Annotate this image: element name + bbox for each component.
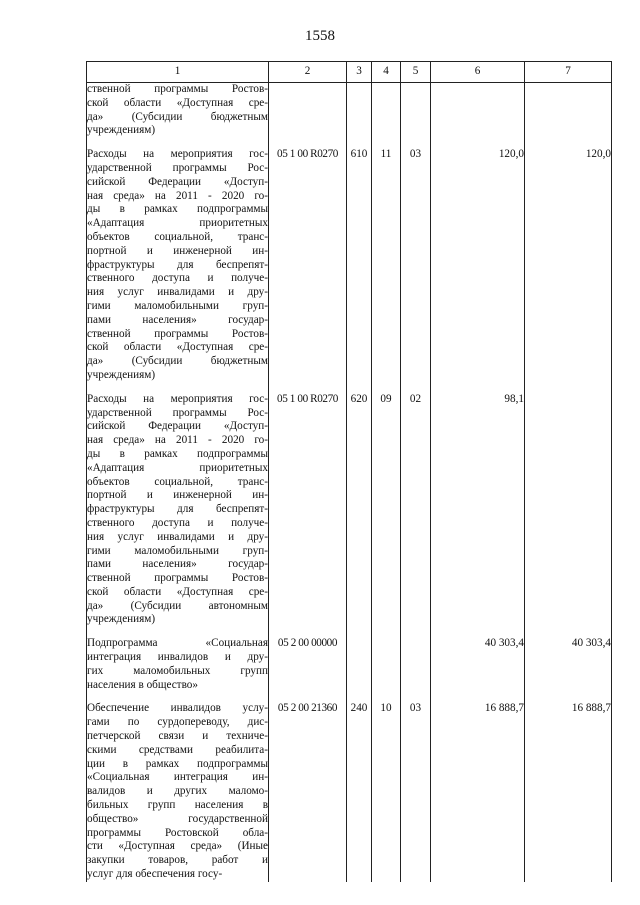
spacer-cell	[269, 692, 347, 702]
description-line: гами по сурдопереводу, дис-	[87, 716, 268, 729]
description-cell	[87, 637, 269, 692]
description-line: «Адаптация приоритетных	[87, 461, 268, 474]
section-cell	[372, 637, 401, 692]
description-cell	[87, 83, 269, 139]
description-cell	[87, 702, 269, 881]
table-row	[87, 393, 612, 628]
spacer-cell	[431, 692, 525, 702]
subsection-cell: 03	[401, 702, 431, 881]
description-line: ния услуг инвалидами и дру-	[87, 286, 268, 299]
col-header-6: 6	[431, 62, 525, 83]
target-code-cell: 05 2 00 21360	[269, 702, 347, 881]
description-line: портной и инженерной ин-	[87, 489, 268, 502]
description-line: «Адаптация приоритетных	[87, 217, 268, 230]
table-body	[87, 83, 612, 882]
spacer-cell	[347, 692, 372, 702]
spacer-cell	[431, 138, 525, 148]
description-line: гими маломобильными груп-	[87, 544, 268, 557]
description-line: учреждениям)	[87, 368, 156, 381]
amount-col7-cell	[525, 393, 612, 628]
spacer-cell	[87, 692, 269, 702]
description-line: общество» государственной	[87, 812, 268, 825]
description-line: учреждениям)	[87, 124, 156, 137]
col-header-2: 2	[269, 62, 347, 83]
spacer-cell	[87, 627, 269, 637]
spacer-cell	[401, 627, 431, 637]
amount-col6-cell: 40 303,4	[431, 637, 525, 692]
spacer-cell	[87, 138, 269, 148]
description-line: интеграция инвалидов и дру-	[87, 651, 268, 664]
spacer-cell	[525, 692, 612, 702]
spacer-cell	[431, 383, 525, 393]
amount-col6-cell: 16 888,7	[431, 702, 525, 881]
spacer-cell	[372, 692, 401, 702]
description-line: валидов и других маломо-	[87, 785, 268, 798]
table-row	[87, 702, 612, 881]
description-line: ды в рамках подпрограммы	[87, 447, 268, 460]
description-line: ственной программы Ростов-	[87, 572, 268, 585]
spacer-cell	[269, 138, 347, 148]
expense-type-cell	[347, 83, 372, 139]
row-spacer	[87, 692, 612, 702]
description-line: гих маломобильных групп	[87, 664, 268, 677]
amount-col7-cell: 16 888,7	[525, 702, 612, 881]
amount-col7-cell: 120,0	[525, 148, 612, 383]
target-code-cell: 05 1 00 R0270	[269, 148, 347, 383]
spacer-cell	[347, 383, 372, 393]
description-line: ная среда» на 2011 - 2020 го-	[87, 189, 268, 202]
description-line: объектов социальной, транс-	[87, 475, 268, 488]
subsection-cell: 02	[401, 393, 431, 628]
description-line: скими средствами реабилита-	[87, 743, 268, 756]
description-line: ударственной программы Рос-	[87, 161, 268, 174]
spacer-cell	[269, 627, 347, 637]
description-cell	[87, 148, 269, 383]
description-line: бильных групп населения в	[87, 799, 268, 812]
description-line: ственной программы Ростов-	[87, 327, 268, 340]
subsection-cell	[401, 637, 431, 692]
description-line: фраструктуры для беспрепят-	[87, 503, 268, 516]
description-line: «Социальная интеграция ин-	[87, 771, 268, 784]
description-line: ударственной программы Рос-	[87, 406, 268, 419]
row-spacer	[87, 383, 612, 393]
expense-type-cell: 610	[347, 148, 372, 383]
expense-type-cell	[347, 637, 372, 692]
description-line: услуг для обеспечения госу-	[87, 868, 223, 881]
section-cell: 10	[372, 702, 401, 881]
col-header-7: 7	[525, 62, 612, 83]
spacer-cell	[401, 692, 431, 702]
description-line: фраструктуры для беспрепят-	[87, 258, 268, 271]
description-line: да» (Субсидии бюджетным	[87, 110, 268, 123]
spacer-cell	[431, 627, 525, 637]
spacer-cell	[525, 383, 612, 393]
amount-col7-cell: 40 303,4	[525, 637, 612, 692]
budget-table	[86, 61, 612, 882]
expense-type-cell: 240	[347, 702, 372, 881]
target-code-cell: 05 1 00 R0270	[269, 393, 347, 628]
header-row	[87, 62, 612, 83]
description-line: да» (Субсидии автономным	[87, 599, 268, 612]
description-line: ния услуг инвалидами и дру-	[87, 530, 268, 543]
amount-col6-cell: 98,1	[431, 393, 525, 628]
col-header-3: 3	[347, 62, 372, 83]
col-header-5: 5	[401, 62, 431, 83]
description-line: ная среда» на 2011 - 2020 го-	[87, 434, 268, 447]
amount-col6-cell: 120,0	[431, 148, 525, 383]
description-line: ской области «Доступная сре-	[87, 96, 268, 109]
description-line: Расходы на мероприятия гос-	[87, 148, 268, 161]
description-line: сийской Федерации «Доступ-	[87, 420, 268, 433]
spacer-cell	[372, 383, 401, 393]
description-line: Обеспечение инвалидов услу-	[87, 702, 268, 715]
description-line: пами населения» государ-	[87, 558, 268, 571]
spacer-cell	[347, 138, 372, 148]
description-line: сийской Федерации «Доступ-	[87, 175, 268, 188]
row-spacer	[87, 627, 612, 637]
description-line: ды в рамках подпрограммы	[87, 203, 268, 216]
description-line: ской области «Доступная сре-	[87, 341, 268, 354]
description-line: ции в рамках подпрограммы	[87, 757, 268, 770]
table-row	[87, 83, 612, 139]
table-row	[87, 637, 612, 692]
description-line: портной и инженерной ин-	[87, 244, 268, 257]
description-cell	[87, 393, 269, 628]
col-header-1: 1	[87, 62, 269, 83]
spacer-cell	[269, 383, 347, 393]
spacer-cell	[525, 138, 612, 148]
description-line: гими маломобильными груп-	[87, 299, 268, 312]
section-cell: 09	[372, 393, 401, 628]
description-line: программы Ростовской обла-	[87, 826, 268, 839]
amount-col7-cell	[525, 83, 612, 139]
page-number: 1558	[305, 28, 335, 44]
description-line: петчерской связи и техниче-	[87, 730, 268, 743]
col-header-4: 4	[372, 62, 401, 83]
description-line: Подпрограмма «Социальная	[87, 637, 268, 650]
description-line: учреждениям)	[87, 613, 156, 626]
section-cell	[372, 83, 401, 139]
description-line: ственного доступа и получе-	[87, 516, 268, 529]
table-row	[87, 148, 612, 383]
expense-type-cell: 620	[347, 393, 372, 628]
spacer-cell	[401, 138, 431, 148]
target-code-cell: 05 2 00 00000	[269, 637, 347, 692]
spacer-cell	[347, 627, 372, 637]
spacer-cell	[372, 138, 401, 148]
description-line: ственного доступа и получе-	[87, 272, 268, 285]
amount-col6-cell	[431, 83, 525, 139]
description-line: ской области «Доступная сре-	[87, 585, 268, 598]
description-line: закупки товаров, работ и	[87, 854, 268, 867]
row-spacer	[87, 138, 612, 148]
description-line: объектов социальной, транс-	[87, 230, 268, 243]
description-line: населения в общество»	[87, 678, 198, 691]
spacer-cell	[401, 383, 431, 393]
description-line: пами населения» государ-	[87, 313, 268, 326]
spacer-cell	[87, 383, 269, 393]
description-line: да» (Субсидии бюджетным	[87, 355, 268, 368]
description-line: сти «Доступная среда» (Иные	[87, 840, 268, 853]
section-cell: 11	[372, 148, 401, 383]
spacer-cell	[372, 627, 401, 637]
description-line: Расходы на мероприятия гос-	[87, 392, 268, 405]
spacer-cell	[525, 627, 612, 637]
subsection-cell	[401, 83, 431, 139]
subsection-cell: 03	[401, 148, 431, 383]
description-line: ственной программы Ростов-	[87, 83, 268, 95]
target-code-cell	[269, 83, 347, 139]
